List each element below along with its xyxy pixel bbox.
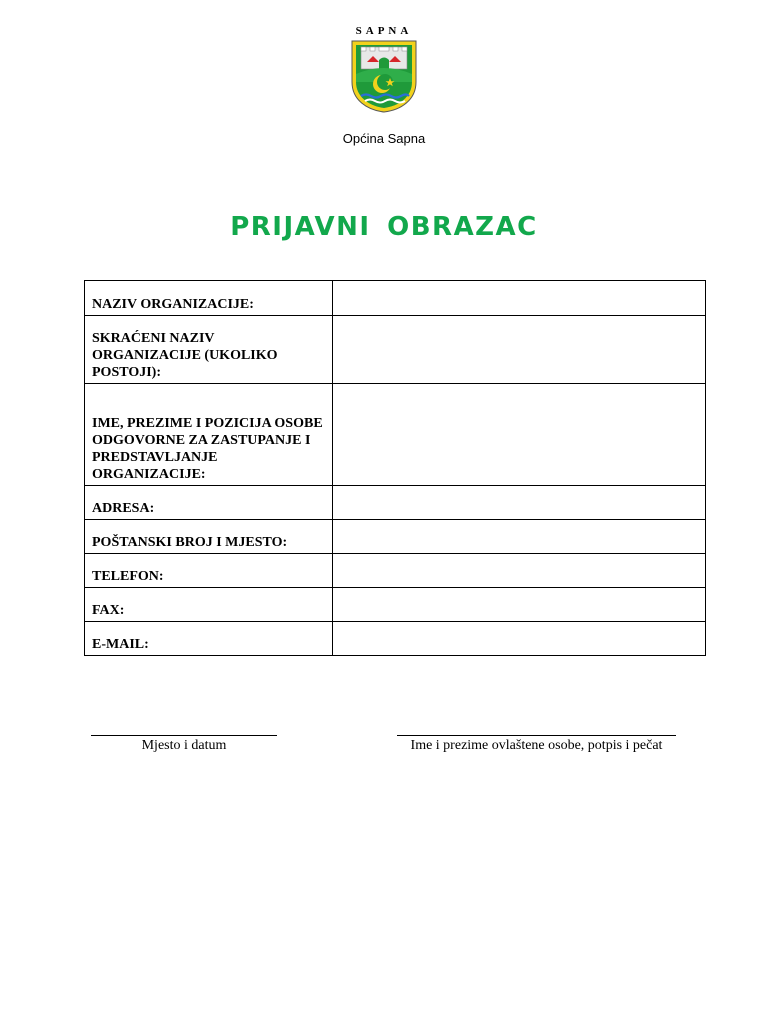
municipality-crest [340, 24, 428, 114]
responsible-person-field[interactable] [333, 384, 706, 486]
postal-code-city-field[interactable] [333, 520, 706, 554]
form-row-organization-name [85, 281, 706, 316]
fax-field[interactable] [333, 588, 706, 622]
form-row-phone [85, 554, 706, 588]
email-field[interactable] [333, 622, 706, 656]
form-row-fax [85, 588, 706, 622]
coat-of-arms-icon [349, 38, 419, 114]
address-field[interactable] [333, 486, 706, 520]
form-title: PRIJAVNI OBRAZAC [230, 212, 538, 242]
phone-field[interactable] [333, 554, 706, 588]
form-row-short-name [85, 316, 706, 384]
form-row-postal-code-city [85, 520, 706, 554]
form-label: FAX: [85, 588, 333, 622]
form-label: TELEFON: [85, 554, 333, 588]
crest-title: SAPNA [355, 25, 413, 37]
place-date-signature-line [91, 735, 277, 736]
form-label: IME, PREZIME I POZICIJA OSOBE ODGOVORNE ZA ZASTUPANJE I PREDSTAVLJANJE ORGANIZACIJE: [85, 384, 333, 486]
municipality-name: Općina Sapna [342, 131, 426, 146]
short-name-field[interactable] [333, 316, 706, 384]
organization-name-field[interactable] [333, 281, 706, 316]
form-label: POŠTANSKI BROJ I MJESTO: [85, 520, 333, 554]
form-label: NAZIV ORGANIZACIJE: [85, 281, 333, 316]
form-label: SKRAĆENI NAZIV ORGANIZACIJE (UKOLIKO POSTOJI): [85, 316, 333, 384]
form-label: ADRESA: [85, 486, 333, 520]
authorized-person-signature-line [397, 735, 676, 736]
authorized-person-caption: Ime i prezime ovlaštene osobe, potpis i pečat [410, 738, 663, 753]
place-date-caption: Mjesto i datum [141, 738, 227, 753]
form-row-responsible-person [85, 384, 706, 486]
form-label: E-MAIL: [85, 622, 333, 656]
form-row-address [85, 486, 706, 520]
registration-form-table [84, 280, 706, 656]
form-row-email [85, 622, 706, 656]
